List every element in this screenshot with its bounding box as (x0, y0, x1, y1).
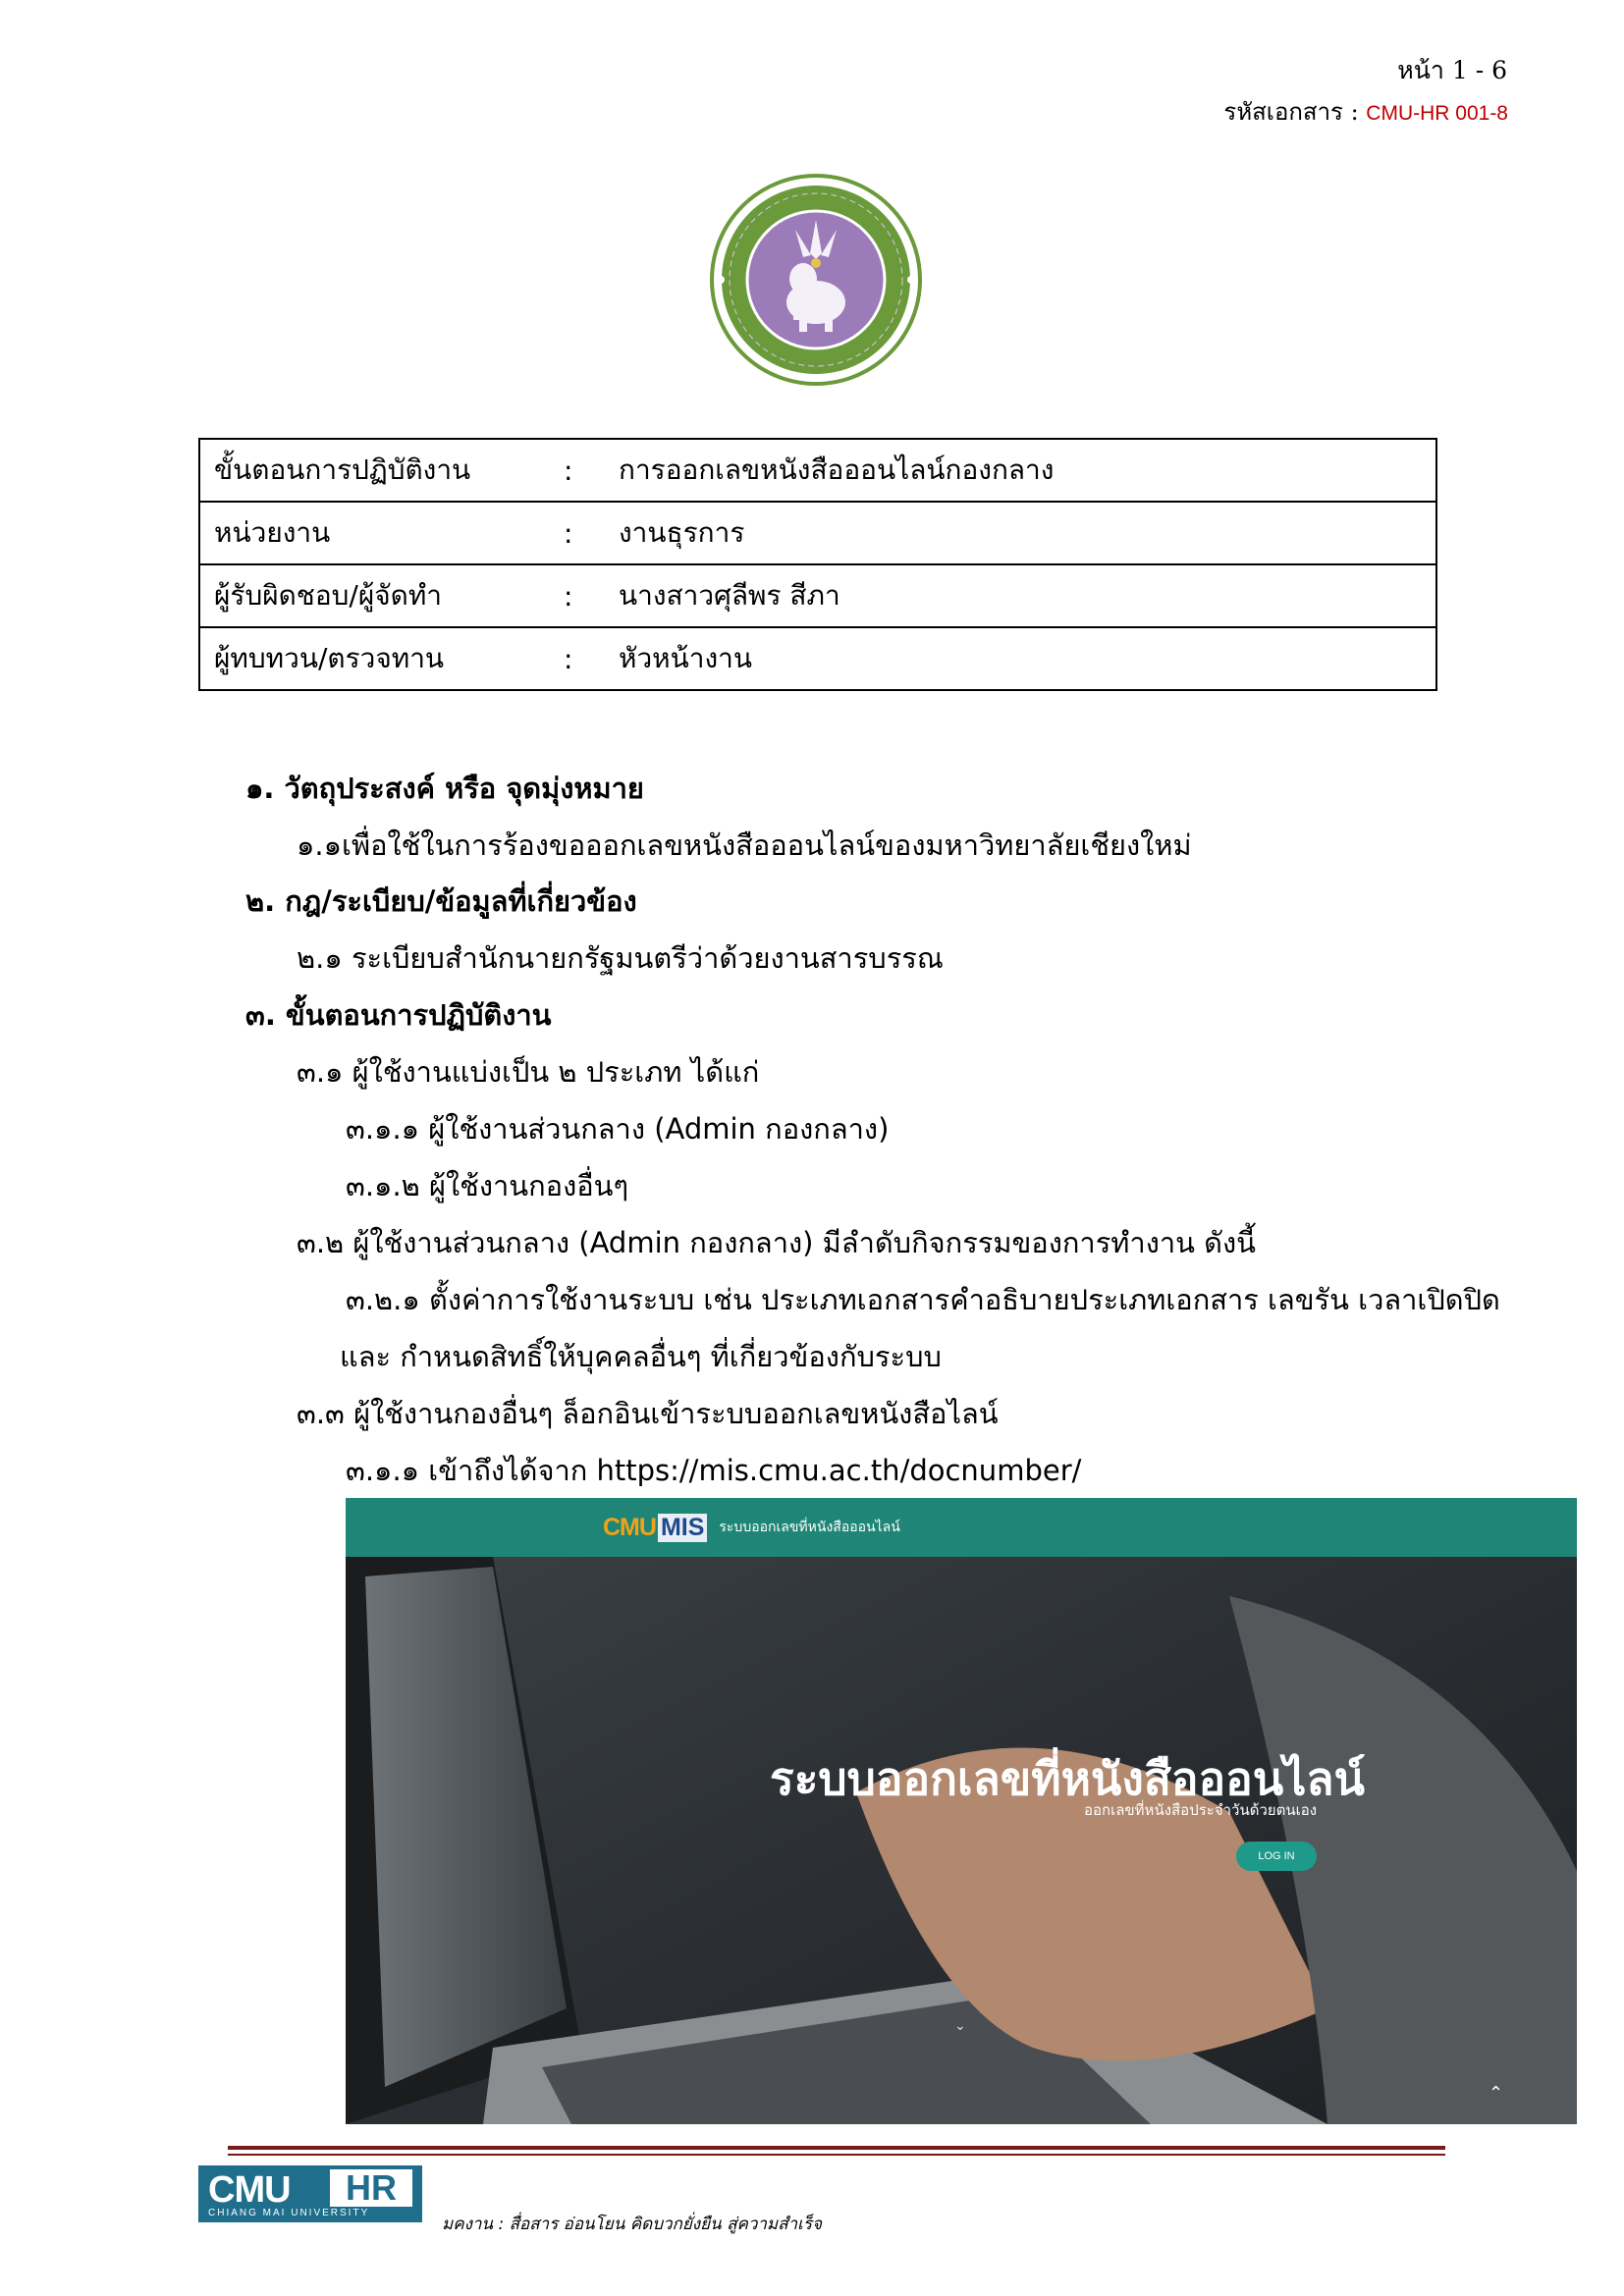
info-value: การออกเลขหนังสือออนไลน์กองกลาง (619, 439, 1436, 502)
section-subitem: ๓.๒.๑ ตั้งค่าการใช้งานระบบ เช่น ประเภทเอกสารคำอธิบายประเภทเอกสาร เลขรัน เวลาเปิดปิด (346, 1283, 1500, 1316)
logo-subtitle: CHIANG MAI UNIVERSITY (208, 2208, 370, 2218)
section-item: ๓.๓ ผู้ใช้งานกองอื่นๆ ล็อกอินเข้าระบบออกเลขหนังสือไลน์ (297, 1397, 999, 1430)
cmu-mis-logo[interactable] (603, 1514, 900, 1541)
procedure-info-table (198, 438, 1437, 691)
hero-title: ระบบออกเลขที่หนังสือออนไลน์ (770, 1752, 1365, 1805)
cmu-hr-logo (198, 2165, 422, 2222)
info-value: งานธุรการ (619, 502, 1436, 564)
logo-cmu-text: CMU (603, 1513, 656, 1541)
section-subitem: ๓.๑.๑ ผู้ใช้งานส่วนกลาง (Admin กองกลาง) (346, 1112, 890, 1146)
section-item: ๓.๑ ผู้ใช้งานแบ่งเป็น ๒ ประเภท ได้แก่ (297, 1055, 760, 1089)
info-label: ขั้นตอนการปฏิบัติงาน (199, 439, 564, 502)
info-value: นางสาวศุลีพร สีภา (619, 564, 1436, 627)
table-row (199, 627, 1436, 690)
table-row (199, 502, 1436, 564)
document-code-label: รหัสเอกสาร : (1223, 98, 1367, 126)
logo-mis-text: MIS (658, 1514, 707, 1542)
top-navbar (346, 1498, 1577, 1557)
info-colon: : (564, 439, 619, 502)
info-colon: : (564, 564, 619, 627)
site-name: ระบบออกเลขที่หนังสือออนไลน์ (719, 1520, 900, 1535)
section-heading-procedure: ๓. ขั้นตอนการปฏิบัติงาน (245, 998, 552, 1032)
university-seal-icon (709, 173, 923, 387)
chevron-down-icon[interactable]: ⌄ (954, 2018, 966, 2034)
section-heading-objective: ๑. วัตถุประสงค์ หรือ จุดมุ่งหมาย (245, 772, 644, 805)
info-label: ผู้ทบทวน/ตรวจทาน (199, 627, 564, 690)
section-subitem: ๓.๑.๑ เข้าถึงได้จาก https://mis.cmu.ac.th/docnumber/ (346, 1454, 1082, 1487)
footer-line-thin (228, 2154, 1445, 2156)
info-label: ผู้รับผิดชอบ/ผู้จัดทำ (199, 564, 564, 627)
section-item: ๑.๑เพื่อใช้ในการร้องขอออกเลขหนังสือออนไลน์ของมหาวิทยาลัยเชียงใหม่ (297, 828, 1192, 862)
hero-subtitle: ออกเลขที่หนังสือประจำวันด้วยตนเอง (1084, 1801, 1318, 1819)
login-button[interactable]: LOG IN (1236, 1842, 1317, 1871)
section-heading-regulations: ๒. กฎ/ระเบียบ/ข้อมูลที่เกี่ยวข้อง (245, 884, 637, 918)
info-colon: : (564, 502, 619, 564)
footer-line-thick (228, 2146, 1445, 2150)
document-code-value: CMU-HR 001-8 (1366, 102, 1508, 125)
logo-cmu: CMU (208, 2169, 291, 2211)
login-page-screenshot (346, 1498, 1577, 2124)
scroll-to-top-icon[interactable]: ⌃ (1489, 2083, 1504, 2104)
info-label: หน่วยงาน (199, 502, 564, 564)
footer-motto: มคงาน : สื่อสาร อ่อนโยน คิดบวกยั่งยืน สู่ความสำเร็จ (442, 2215, 822, 2234)
table-row (199, 564, 1436, 627)
footer-divider (228, 2146, 1445, 2156)
section-subitem-continuation: และ กำหนดสิทธิ์ให้บุคคลอื่นๆ ที่เกี่ยวข้องกับระบบ (340, 1340, 942, 1373)
section-subitem: ๓.๑.๒ ผู้ใช้งานกองอื่นๆ (346, 1169, 629, 1202)
info-value: หัวหน้างาน (619, 627, 1436, 690)
logo-hr: HR (330, 2169, 412, 2207)
info-colon: : (564, 627, 619, 690)
page-number: หน้า 1 - 6 (1397, 56, 1507, 84)
document-code (1223, 92, 1508, 131)
table-row (199, 439, 1436, 502)
section-item: ๒.๑ ระเบียบสำนักนายกรัฐมนตรีว่าด้วยงานสารบรรณ (297, 941, 944, 975)
section-item: ๓.๒ ผู้ใช้งานส่วนกลาง (Admin กองกลาง) มีลำดับกิจกรรมของการทำงาน ดังนี้ (297, 1226, 1256, 1259)
